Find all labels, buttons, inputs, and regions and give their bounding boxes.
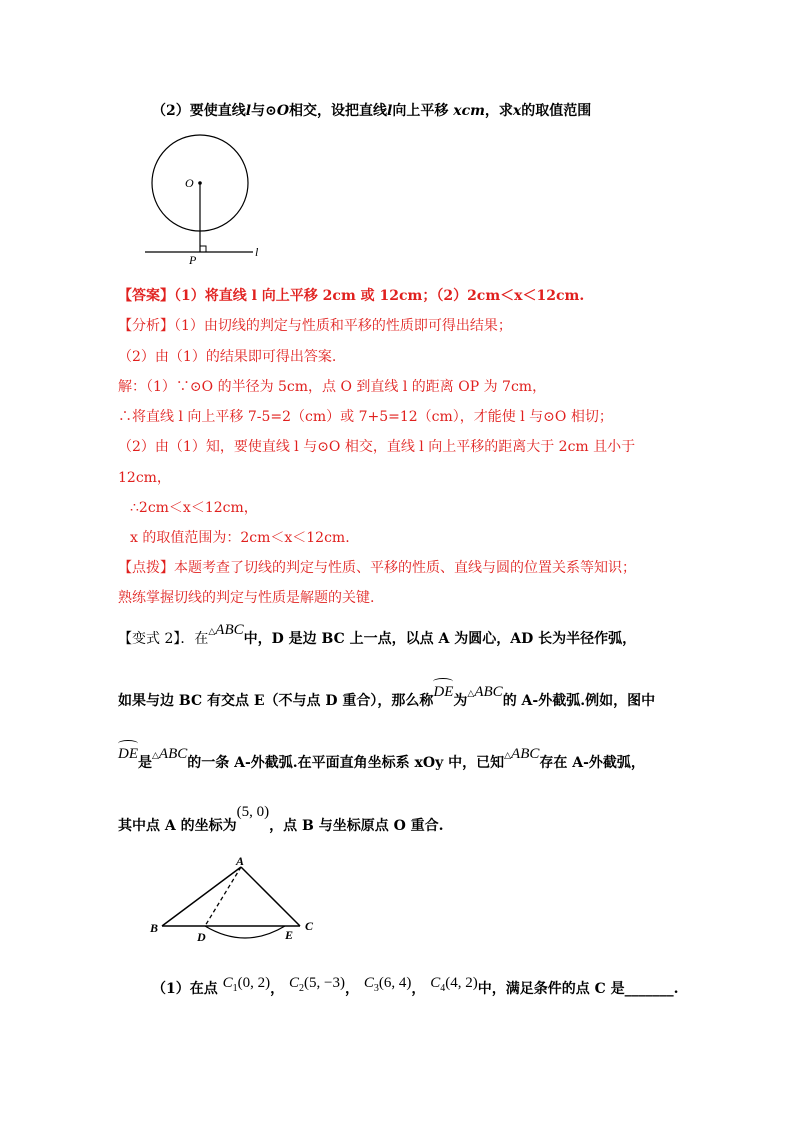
comment-line-2: 熟练掌握切线的判定与性质是解题的关键. bbox=[118, 590, 375, 606]
label-d: D bbox=[197, 930, 206, 942]
point-c4: $C_4(4$, 2) bbox=[430, 975, 478, 994]
coord-a: (5, 0) bbox=[236, 804, 270, 820]
label-p: P bbox=[189, 253, 197, 267]
solution-line-1: 解：（1）∵⊙O 的半径为 5cm，点 O 到直线 l 的距离 OP 为 7cm， bbox=[118, 379, 547, 395]
triangle-arc-figure bbox=[145, 852, 325, 942]
label-e: E bbox=[285, 928, 294, 942]
solution-line-6: x 的取值范围为：2cm＜x＜12cm. bbox=[130, 530, 350, 546]
label-l: l bbox=[255, 245, 259, 259]
question-2: （2）要使直线l与⊙O相交，设把直线l向上平移 xcm，求x的取值范围 bbox=[152, 103, 592, 119]
comment-line-1: 【点拨】本题考查了切线的判定与性质、平移的性质、直线与圆的位置关系等知识； bbox=[118, 560, 636, 576]
point-c1: $C_1(0$, 2) bbox=[222, 975, 271, 994]
label-b: B bbox=[150, 921, 159, 935]
variant-line-4: 其中点 A 的坐标为(5, 0)，点 B 与坐标原点 O 重合. bbox=[118, 804, 444, 834]
solution-line-5: ∴2cm＜x＜12cm， bbox=[130, 500, 258, 516]
segment-ad bbox=[205, 867, 241, 926]
right-angle-mark bbox=[200, 246, 206, 252]
arc-de-shape bbox=[205, 926, 285, 938]
side-ab bbox=[162, 867, 241, 926]
point-c3: $C_3(6$, 4) bbox=[363, 975, 412, 994]
part-1-question: （1）在点 $C_1(0$, 2)， $C_2(5$, −3)， $C_3(6$, 4)， $C_4(4$, 2)中，满足条件的点 C 是_______. bbox=[152, 975, 679, 997]
label-o: O bbox=[185, 176, 194, 190]
point-c2: $C_2(5$, −3) bbox=[289, 975, 345, 994]
variant-line-1: 【变式 2】．在△ABC中，D 是边 BC 上一点，以点 A 为圆心，AD 长为半径作弧， bbox=[118, 622, 637, 647]
solution-line-2: ∴将直线 l 向上平移 7-5=2（cm）或 7+5=12（cm），才能使 l 与⊙O 相切； bbox=[118, 409, 613, 425]
arc-de-2: DE bbox=[118, 746, 138, 762]
variant-line-2: 如果与边 BC 有交点 E（不与点 D 重合），那么称DE为△ABC的 A-外截弧.例如，图中 bbox=[118, 684, 656, 709]
arc-de: DE bbox=[433, 684, 454, 700]
analysis-line-1: 【分析】（1）由切线的判定与性质和平移的性质即可得出结果； bbox=[118, 318, 512, 334]
label-a: A bbox=[236, 854, 245, 868]
side-ac bbox=[241, 867, 300, 926]
variant-line-3: DE是△ABC的一条 A-外截弧.在平面直角坐标系 xOy 中，已知△ABC存在 A-外截弧， bbox=[118, 746, 645, 771]
answer-line: 【答案】（1）将直线 l 向上平移 2cm 或 12cm；（2）2cm＜x＜12cm. bbox=[118, 288, 585, 304]
label-c: C bbox=[305, 919, 314, 933]
circle-line-figure bbox=[140, 130, 280, 270]
solution-line-4: 12cm， bbox=[118, 470, 171, 486]
solution-line-3: （2）由（1）知，要使直线 l 与⊙O 相交，直线 l 向上平移的距离大于 2cm 且小于 bbox=[118, 439, 636, 455]
analysis-line-2: （2）由（1）的结果即可得出答案. bbox=[118, 349, 337, 365]
